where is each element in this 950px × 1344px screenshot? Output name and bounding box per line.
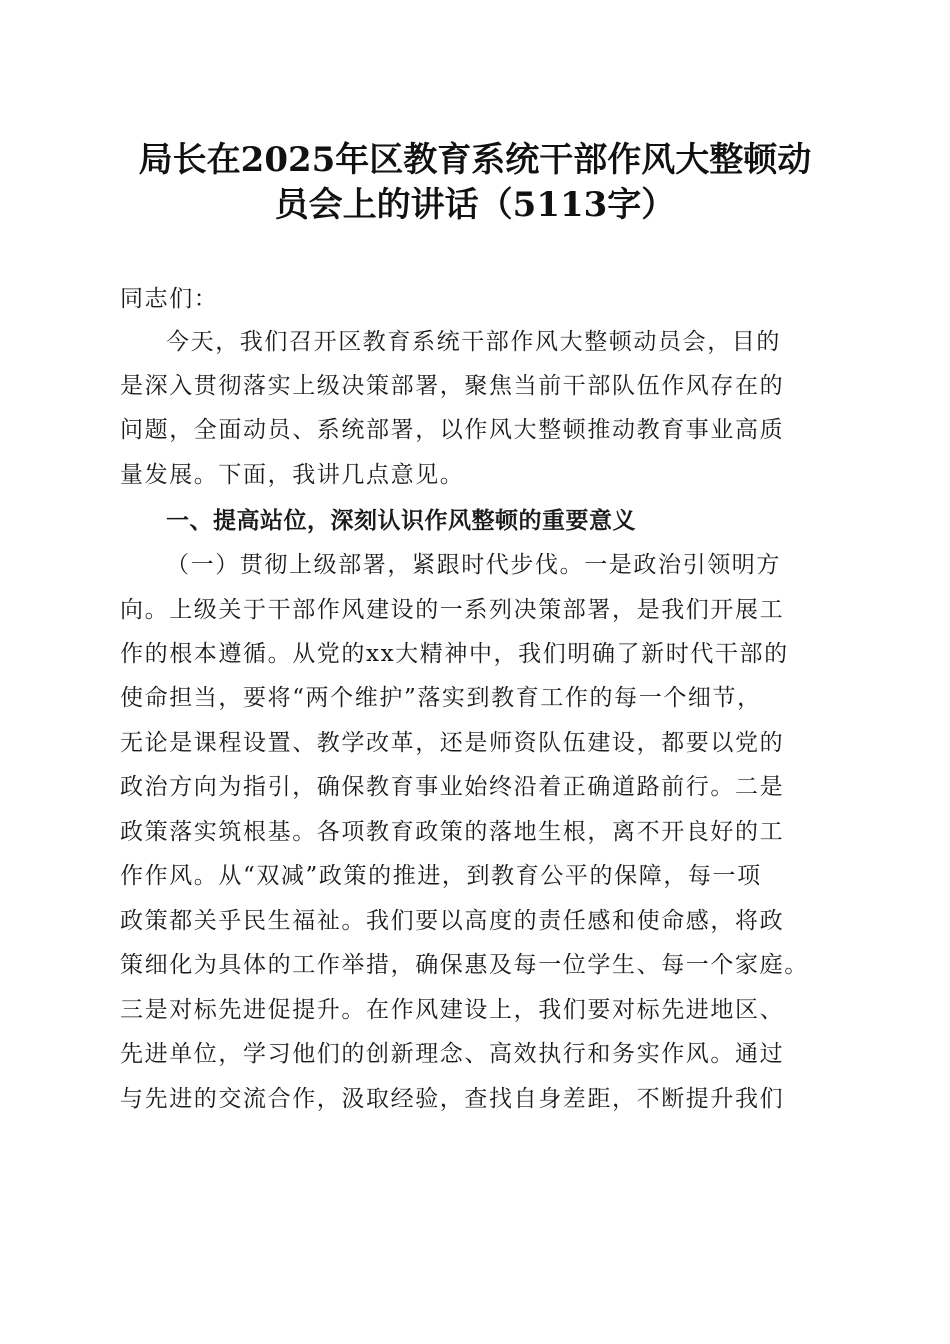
paragraph-line: 使命担当，要将“两个维护”落实到教育工作的每一个细节， [120,685,762,711]
paragraph-line: 问题，全面动员、系统部署，以作风大整顿推动教育事业高质 [120,417,785,443]
paragraph-line: 政策都关乎民生福祉。我们要以高度的责任感和使命感，将政 [120,908,785,934]
paragraph-line: 作的根本遵循。从党的xx大精神中，我们明确了新时代干部的 [120,641,789,667]
paragraph-line: 是深入贯彻落实上级决策部署，聚焦当前干部队伍作风存在的 [120,373,785,399]
document-title-line-1: 局长在2025年区教育系统干部作风大整顿动 [138,140,812,180]
paragraph-line: 作作风。从“双减”政策的推进，到教育公平的保障，每一项 [120,863,762,889]
section-heading: 一、提高站位，深刻认识作风整顿的重要意义 [166,508,636,534]
paragraph-line: （一）贯彻上级部署，紧跟时代步伐。一是政治引领明方 [166,552,781,578]
paragraph-line: 量发展。下面，我讲几点意见。 [120,462,465,488]
paragraph-line: 无论是课程设置、教学改革，还是师资队伍建设，都要以党的 [120,730,785,756]
paragraph-line: 政策落实筑根基。各项教育政策的落地生根，离不开良好的工 [120,819,785,845]
paragraph-line: 今天，我们召开区教育系统干部作风大整顿动员会，目的 [166,329,781,355]
paragraph-line: 与先进的交流合作，汲取经验，查找自身差距，不断提升我们 [120,1086,785,1112]
document-title-line-2: 员会上的讲话（5113字） [274,185,676,225]
paragraph-line: 三是对标先进促提升。在作风建设上，我们要对标先进地区、 [120,997,785,1023]
paragraph-line: 先进单位，学习他们的创新理念、高效执行和务实作风。通过 [120,1041,785,1067]
salutation: 同志们： [120,286,219,312]
paragraph-line: 政治方向为指引，确保教育事业始终沿着正确道路前行。二是 [120,774,785,800]
paragraph-line: 向。上级关于干部作风建设的一系列决策部署，是我们开展工 [120,597,785,623]
paragraph-line: 策细化为具体的工作举措，确保惠及每一位学生、每一个家庭。 [120,952,809,978]
